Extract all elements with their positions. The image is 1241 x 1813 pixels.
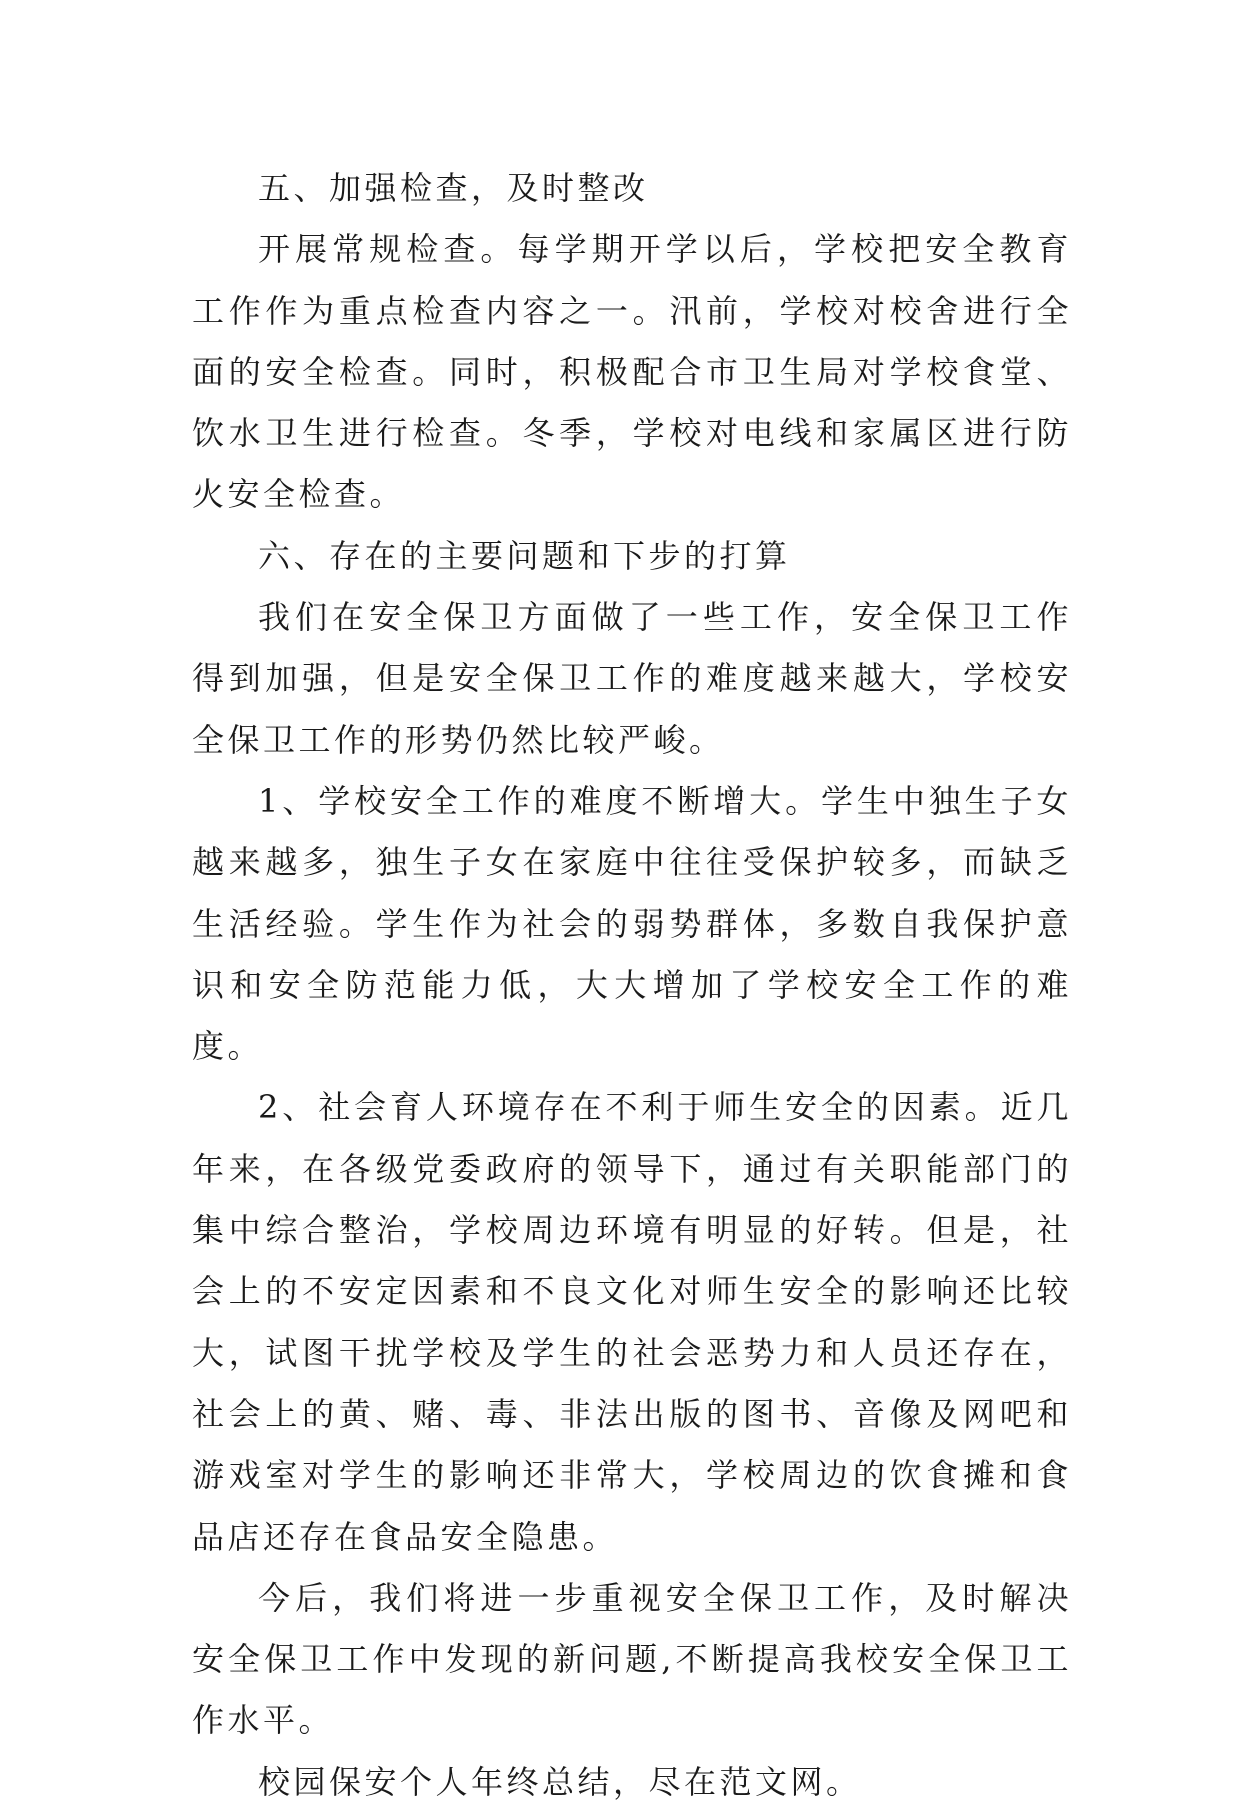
- closing-line: 校园保安个人年终总结，尽在范文网。: [258, 1762, 862, 1801]
- paragraph-problem-1: 1、学校安全工作的难度不断增大。学生中独生子女越来越多，独生子女在家庭中往往受保护较多，而缺乏生活经验。学生作为社会的弱势群体，多数自我保护意识和安全防范能力低，大大增加了学校安全工作的难度。: [192, 781, 1072, 1066]
- document-body: [192, 158, 1072, 1813]
- section-heading-inspection: 五、加强检查，及时整改: [258, 169, 649, 207]
- paragraph-problem-2: 2、社会育人环境存在不利于师生安全的因素。近几年来，在各级党委政府的领导下，通过有关职能部门的集中综合整治，学校周边环境有明显的好转。但是，社会上的不安定因素和不良文化对师生安全的影响还比较大，试图干扰学校及学生的社会恶势力和人员还存在，社会上的黄、赌、毒、非法出版的图书、音像及网吧和游戏室对学生的影响还非常大，学校周边的饮食摊和食品店还存在食品安全隐患。: [192, 1088, 1072, 1556]
- paragraph-routine-inspection: 开展常规检查。每学期开学以后，学校把安全教育工作作为重点检查内容之一。汛前，学校对校舍进行全面的安全检查。同时，积极配合市卫生局对学校食堂、饮水卫生进行检查。冬季，学校对电线和家属区进行防火安全检查。: [192, 230, 1072, 514]
- section-heading-problems-plans: 六、存在的主要问题和下步的打算: [258, 536, 791, 575]
- paragraph-future-plans: 今后，我们将进一步重视安全保卫工作，及时解决安全保卫工作中发现的新问题,不断提高我校安全保卫工作水平。: [192, 1578, 1072, 1740]
- paragraph-security-overview: 我们在安全保卫方面做了一些工作，安全保卫工作得到加强，但是安全保卫工作的难度越来越大，学校安全保卫工作的形势仍然比较严峻。: [192, 598, 1072, 759]
